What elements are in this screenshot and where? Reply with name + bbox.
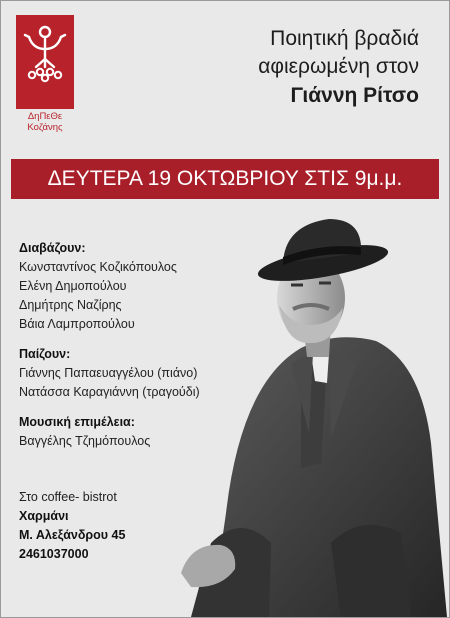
venue-info bbox=[19, 488, 125, 564]
title-line-1: Ποιητική βραδιά bbox=[270, 27, 419, 50]
venue-phone: 2461037000 bbox=[19, 547, 89, 561]
player-name: Νατάσσα Καραγιάννη (τραγούδι) bbox=[19, 385, 200, 399]
logo-text bbox=[16, 111, 74, 133]
logo-line-1: ΔηΠεΘε bbox=[27, 111, 63, 122]
reader-name: Κωνσταντίνος Κοζικόπουλος bbox=[19, 260, 177, 274]
readers-heading: Διαβάζουν: bbox=[19, 241, 86, 255]
crown-figure-icon bbox=[16, 15, 74, 109]
reader-name: Βάια Λαμπροπούλου bbox=[19, 317, 135, 331]
venue-address: Μ. Αλεξάνδρου 45 bbox=[19, 528, 126, 542]
event-title bbox=[159, 25, 419, 111]
logo-emblem bbox=[16, 15, 74, 109]
venue-intro: Στο coffee- bistrot bbox=[19, 490, 117, 504]
music-heading: Μουσική επιμέλεια: bbox=[19, 415, 135, 429]
title-line-2: αφιερωμένη στον bbox=[258, 55, 419, 78]
players-heading: Παίζουν: bbox=[19, 347, 71, 361]
music-name: Βαγγέλης Τζημόπουλος bbox=[19, 434, 151, 448]
credits bbox=[19, 239, 279, 451]
venue-name: Χαρμάνι bbox=[19, 509, 69, 523]
reader-name: Δημήτρης Ναζίρης bbox=[19, 298, 122, 312]
title-poet-name: Γιάννη Ρίτσο bbox=[290, 84, 419, 107]
date-banner: ΔΕΥΤΕΡΑ 19 ΟΚΤΩΒΡΙΟΥ ΣΤΙΣ 9μ.μ. bbox=[11, 159, 439, 199]
player-name: Γιάννης Παπαευαγγέλου (πιάνο) bbox=[19, 366, 198, 380]
reader-name: Ελένη Δημοπούλου bbox=[19, 279, 127, 293]
theatre-logo bbox=[16, 15, 74, 133]
logo-line-2: Κοζάνης bbox=[27, 122, 63, 133]
